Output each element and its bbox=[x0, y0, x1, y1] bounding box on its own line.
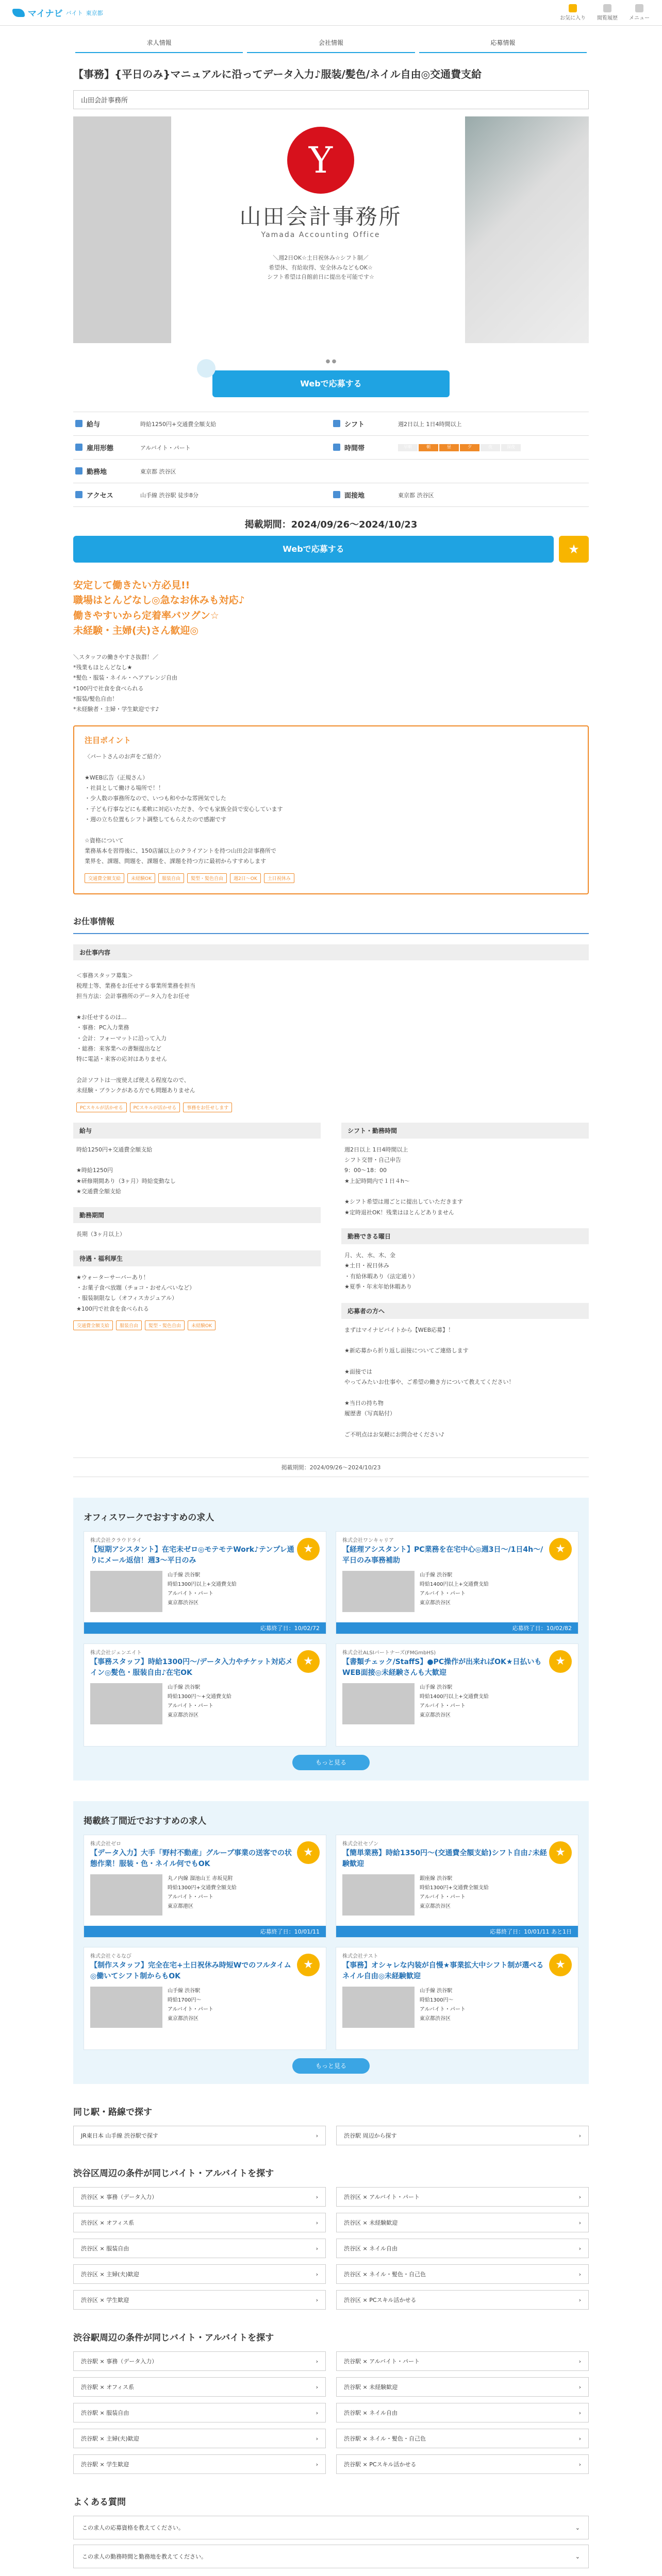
search-link[interactable]: 渋谷区 × オフィス系 › bbox=[73, 2213, 326, 2232]
job-card[interactable]: 株式会社ALSIパートナーズ(FMGmbHS) 【書類チェック/StaffS】●PC操作が出来ればOK★日払いもWEB面接◎未経験さんも大歓迎 ★ 山手線 渋谷駅 時給1400円以上+交通費支給 アルバイト・パート 東京都渋谷区 bbox=[336, 1643, 578, 1747]
applicant-text: まずはマイナビバイトから【WEB応募】！ ★新応募から折り返し面接についてご連絡します ★面接では やってみたいお仕事や、ご希望の働き方について教えてください！ ★当日の持ち物 履歴書（写真貼付） ご不明点はお気軽にお問合せください♪ bbox=[344, 1326, 515, 1438]
history-icon bbox=[603, 4, 611, 12]
feature-tag: 事務をお任せします bbox=[183, 1103, 232, 1112]
logo-mark bbox=[12, 9, 25, 17]
search-link[interactable]: 渋谷区 × ネイル・髪色・自己色 › bbox=[336, 2264, 589, 2284]
star-icon[interactable]: ★ bbox=[297, 1538, 320, 1561]
highlight-text: 〈パートさんのお声をご紹介〉 ★WEB広告（正規さん） ・社員として働ける場所で！！ ・少人数の事務所なので、いつも和やかな雰囲気でした ・子ども行事などにも柔軟に対応いただき、今でも家族全員で安心しています ・週の立ち位置もシフト調整してもらえたので感謝です ☆資格について 業務基本を習得後に、150店舗以上のクライアントを持つ山田会計事務所で 業界を、課題、問題を、課題を、課題を持つ方に最初からすすめします bbox=[85, 753, 283, 865]
job-content-tags bbox=[76, 1103, 586, 1112]
history-button[interactable]: 閲覧履歴 bbox=[597, 4, 618, 21]
recommend-ending-title: 掲載終了間近でおすすめの求人 bbox=[84, 1816, 207, 1827]
star-icon[interactable]: ★ bbox=[549, 1841, 572, 1864]
job-card[interactable]: 株式会社クラウドライ 【短期アシスタント】在宅未ゼロ◎モテモテWork♪テンプレ通りにメール返信！週3〜平日のみ ★ 山手線 渋谷駅 時給1300円以上+交通費支給 アルバイト・パート 東京都渋谷区 応募終了日：10/02/72 bbox=[84, 1531, 326, 1634]
search-link[interactable]: 渋谷駅 周辺から探す › bbox=[336, 2126, 589, 2145]
job-title: 【事務】{平日のみ}マニュアルに沿ってデータ入力♪服装/髪色/ネイル自由◎交通費支給 bbox=[73, 68, 482, 80]
job-card[interactable]: 株式会社ジェンエイト 【事務スタッフ】時給1300円〜/データ入力やチケット対応メイン◎髪色・服装自由♪在宅OK ★ 山手線 渋谷駅 時給1300円〜+交通費支給 アルバイト・パート 東京都渋谷区 bbox=[84, 1643, 326, 1747]
menu-icon bbox=[635, 4, 643, 12]
chevron-right-icon: › bbox=[578, 2219, 581, 2226]
image-carousel[interactable] bbox=[73, 116, 589, 353]
feature-tag: 髪型・髪色自由 bbox=[145, 1320, 185, 1330]
search-link[interactable]: 渋谷駅 × ネイル・髪色・自己色 › bbox=[336, 2429, 589, 2448]
area-search-section bbox=[73, 2166, 589, 2310]
feature-tag: 週2日〜OK bbox=[230, 873, 261, 883]
chevron-right-icon: › bbox=[316, 2409, 318, 2416]
tab-apply-info[interactable]: 応募情報 bbox=[419, 33, 587, 53]
summary-row: 面接地 東京都 渋谷区 bbox=[331, 483, 589, 507]
summary-row: 勤務地 東京都 渋谷区 bbox=[73, 460, 331, 483]
summary-row: 時間帯 早朝 朝 昼 夕 夜 深夜 bbox=[331, 436, 589, 460]
chevron-right-icon: › bbox=[316, 2435, 318, 2442]
chevron-right-icon: › bbox=[316, 2383, 318, 2391]
feature-tag: 未経験OK bbox=[127, 873, 155, 883]
feature-tag: 土日祝休み bbox=[264, 873, 294, 883]
station-search-title: 渋谷駅周辺の条件が同じバイト・アルバイトを探す bbox=[73, 2333, 274, 2344]
summary-row: アクセス 山手線 渋谷駅 徒歩8分 bbox=[73, 483, 331, 507]
search-link[interactable]: 渋谷駅 × 事務（データ入力） › bbox=[73, 2351, 326, 2371]
benefits-text: ★ウォーターサーバーあり！ ・お菓子食べ放題（チョコ・おせんべいなど） ・服装制限なし（オフィスカジュアル） ★100円で社食を食べられる bbox=[76, 1274, 195, 1312]
recommend-ending-section bbox=[73, 1801, 589, 2084]
job-card[interactable]: 株式会社ゼロ 【データ入力】大手「野村不動産」グループ事業の送客での状態作業！服装・色・ネイル何でもOK ★ 丸ノ内線 溜池山王 赤坂見附 時給1300円+交通費全額支給 アルバイト・パート 東京都港区 応募終了日：10/01/11 bbox=[84, 1835, 326, 1938]
search-link[interactable]: 渋谷駅 × アルバイト・パート › bbox=[336, 2351, 589, 2371]
carousel-dots[interactable]: ● ● bbox=[325, 359, 337, 364]
search-link[interactable]: 渋谷駅 × 主婦(夫)歓迎 › bbox=[73, 2429, 326, 2448]
feature-tag: 未経験OK bbox=[188, 1320, 216, 1330]
salary-heading: 給与 bbox=[73, 1123, 321, 1139]
carousel-slide-current bbox=[181, 116, 460, 343]
near-station-title: 同じ駅・路線で探す bbox=[73, 2107, 152, 2118]
chevron-right-icon: › bbox=[578, 2409, 581, 2416]
job-card[interactable]: 株式会社ワンキャリア 【経理アシスタント】PC業務を在宅中心◎週3日〜/1日4h〜/平日のみ事務補助 ★ 山手線 渋谷駅 時給1400円以上+交通費支給 アルバイト・パート 東京都渋谷区 応募終了日：10/02/82 bbox=[336, 1531, 578, 1634]
chevron-right-icon: › bbox=[316, 2219, 318, 2226]
job-card[interactable]: 株式会社ぐるなび 【制作スタッフ】完全在宅+土日祝休み時短Wでのフルタイム◎働いてシフト制からもOK ★ 山手線 渋谷駅 時給1700円〜 アルバイト・パート 東京都渋谷区 bbox=[84, 1947, 326, 2050]
job-detail-heading: お仕事情報 bbox=[73, 915, 589, 934]
recommend-office-section bbox=[73, 1498, 589, 1781]
search-link[interactable]: JR東日本 山手線 渋谷駅で探す › bbox=[73, 2126, 326, 2145]
company-logo-mark: Y bbox=[287, 127, 354, 194]
job-summary-table bbox=[73, 412, 589, 507]
star-icon[interactable]: ★ bbox=[549, 1538, 572, 1561]
station-search-section bbox=[73, 2330, 589, 2474]
more-button[interactable]: もっと見る bbox=[292, 2058, 370, 2074]
star-icon bbox=[569, 4, 577, 12]
posted-period: 掲載期間：2024/09/26〜2024/10/23 bbox=[73, 1458, 589, 1477]
feature-tag: 髪型・髪色自由 bbox=[187, 873, 227, 883]
company-logo-text-en: Yamada Accounting Office bbox=[261, 231, 380, 239]
faq-section bbox=[73, 2495, 589, 2568]
job-content-heading: お仕事内容 bbox=[73, 944, 589, 960]
search-link[interactable]: 渋谷駅 × 服装自由 › bbox=[73, 2403, 326, 2422]
summary-row: 雇用形態 アルバイト・パート bbox=[73, 436, 331, 460]
highlight-title: 注目ポイント bbox=[85, 735, 131, 745]
job-photo bbox=[342, 1987, 415, 2028]
search-link[interactable]: 渋谷区 × 服装自由 › bbox=[73, 2239, 326, 2258]
favorites-button[interactable]: お気に入り bbox=[560, 4, 586, 21]
faq-item[interactable]: この求人の応募資格を教えてください。 ⌄ bbox=[73, 2516, 589, 2539]
carousel-slide-prev bbox=[73, 116, 171, 343]
shift-heading: シフト・勤務時間 bbox=[341, 1123, 589, 1139]
listing-period: 掲載期間：2024/09/26〜2024/10/23 bbox=[244, 519, 418, 530]
mascot-icon bbox=[197, 359, 216, 378]
period-text: 長期（3ヶ月以上） bbox=[76, 1231, 125, 1238]
chevron-right-icon: › bbox=[316, 2358, 318, 2365]
job-photo bbox=[90, 1683, 162, 1724]
job-photo bbox=[90, 1987, 162, 2028]
chevron-right-icon: › bbox=[578, 2132, 581, 2139]
job-photo bbox=[342, 1571, 415, 1612]
faq-title: よくある質問 bbox=[73, 2497, 126, 2508]
time-slot-bar: 早朝 朝 昼 夕 夜 深夜 bbox=[398, 444, 521, 451]
feature-tag: 交通費全額支給 bbox=[85, 873, 124, 883]
feature-tag: 服装自由 bbox=[158, 873, 184, 883]
tab-company-info[interactable]: 会社情報 bbox=[247, 33, 415, 53]
search-link[interactable]: 渋谷駅 × ネイル自由 › bbox=[336, 2403, 589, 2422]
search-link[interactable]: 渋谷駅 × 学生歓迎 › bbox=[73, 2454, 326, 2474]
faq-item[interactable]: この求人の勤務時間と勤務地を教えてください。 ⌄ bbox=[73, 2545, 589, 2568]
chevron-down-icon: ⌄ bbox=[575, 2524, 580, 2531]
days-heading: 勤務できる曜日 bbox=[341, 1228, 589, 1244]
carousel-slide-next bbox=[465, 116, 589, 343]
search-link[interactable]: 渋谷駅 × オフィス系 › bbox=[73, 2377, 326, 2397]
chevron-right-icon: › bbox=[316, 2193, 318, 2200]
slide-caption: ＼週2日OK☆土日祝休み☆シフト制／ 希望休、有給取得、安全休みなどもOK☆ シフト希望は自館前日に提出を可能です☆ bbox=[267, 255, 374, 281]
chevron-right-icon: › bbox=[316, 2296, 318, 2303]
company-logo-text: 山田会計事務所 bbox=[239, 204, 402, 229]
period-heading: 勤務期間 bbox=[73, 1207, 321, 1223]
chevron-right-icon: › bbox=[578, 2383, 581, 2391]
search-link[interactable]: 渋谷区 × 未経験歓迎 › bbox=[336, 2213, 589, 2232]
search-link[interactable]: 渋谷駅 × 未経験歓迎 › bbox=[336, 2377, 589, 2397]
recommend-office-title: オフィスワークでおすすめの求人 bbox=[84, 1513, 214, 1523]
area-search-title: 渋谷区周辺の条件が同じバイト・アルバイトを探す bbox=[73, 2168, 274, 2179]
search-link[interactable]: 渋谷区 × PCスキル活かせる › bbox=[336, 2290, 589, 2310]
favorite-star-button[interactable]: ★ bbox=[559, 536, 589, 563]
highlight-box bbox=[73, 725, 589, 894]
company-name[interactable]: 山田会計事務所 bbox=[73, 90, 589, 109]
search-link[interactable]: 渋谷区 × 主婦(夫)歓迎 › bbox=[73, 2264, 326, 2284]
search-link[interactable]: 渋谷区 × アルバイト・パート › bbox=[336, 2187, 589, 2207]
shift-text: 週2日以上 1日4時間以上 シフト交替・自己申告 9：00〜18：00 ★上記時間内で１日４h〜 ★シフト希望は週ごとに提出していただきます ★定時退社OK！残業はほとんどありません bbox=[344, 1146, 463, 1216]
chevron-right-icon: › bbox=[578, 2435, 581, 2442]
tab-job-info[interactable]: 求人情報 bbox=[75, 33, 243, 53]
job-photo bbox=[90, 1874, 162, 1916]
feature-tag: 服装自由 bbox=[116, 1320, 142, 1330]
job-content-text: ＜事務スタッフ募集＞ 税理士等、業務をお任せする事業所業務を担当 担当方法：会計事務所のデータ入力をお任せ ★お任せするのは… ・事務：PC入力業務 ・会計：フォーマットに沿って入力 ・総務：来客業への書類提出など 特に電話・来客の応対はありません 会計ソフトは一度使えば使える程度なので、 未経験・ブランクがある方でも問題ありません bbox=[76, 972, 195, 1094]
star-icon[interactable]: ★ bbox=[297, 1841, 320, 1864]
chevron-right-icon: › bbox=[578, 2358, 581, 2365]
web-apply-button-2[interactable]: Webで応募する bbox=[73, 536, 554, 563]
applicant-heading: 応募者の方へ bbox=[341, 1303, 589, 1319]
intro-text: ＼スタッフの働きやすさ抜群！／ *残業もほとんどなし★ *髪色・服装・ネイル・ヘアアレンジ自由 *100円で社食を食べられる *服装/髪色自由！ *未経験者・主婦・学生歓迎です♪ bbox=[73, 653, 177, 713]
chevron-right-icon: › bbox=[578, 2461, 581, 2468]
chevron-right-icon: › bbox=[578, 2193, 581, 2200]
search-link[interactable]: 渋谷区 × 学生歓迎 › bbox=[73, 2290, 326, 2310]
chevron-right-icon: › bbox=[578, 2245, 581, 2252]
feature-tags bbox=[85, 873, 577, 883]
chevron-down-icon: ⌄ bbox=[575, 2553, 580, 2560]
summary-row: シフト 週2日以上 1日4時間以上 bbox=[331, 412, 589, 436]
search-link[interactable]: 渋谷区 × 事務（データ入力） › bbox=[73, 2187, 326, 2207]
chevron-right-icon: › bbox=[316, 2270, 318, 2278]
job-detail-columns bbox=[73, 1112, 589, 1440]
catch-copy: 安定して働きたい方必見!! 職場はとんどなし◎急なお休みも対応♪ 働きやすいから定着率バツグン☆ 未経験・主婦(夫)さん歓迎◎ bbox=[73, 580, 245, 637]
benefits-heading: 待遇・福利厚生 bbox=[73, 1250, 321, 1266]
summary-row-empty bbox=[331, 460, 589, 483]
star-icon[interactable]: ★ bbox=[549, 1954, 572, 1976]
tab-bar bbox=[73, 33, 589, 53]
chevron-right-icon: › bbox=[316, 2245, 318, 2252]
near-station-section bbox=[73, 2105, 589, 2145]
search-link[interactable]: 渋谷区 × ネイル自由 › bbox=[336, 2239, 589, 2258]
chevron-right-icon: › bbox=[578, 2270, 581, 2278]
job-photo bbox=[342, 1683, 415, 1724]
salary-text: 時給1250円+交通費全額支給 ★時給1250円 ★研修期間あり（3ヶ月）時給変動なし ★交通費全額支給 bbox=[76, 1146, 176, 1195]
more-button[interactable]: もっと見る bbox=[292, 1755, 370, 1770]
days-text: 月、火、水、木、金 ★土日・祝日休み ・有給休暇あり（法定通り） ★夏季・年末年始休暇あり bbox=[344, 1252, 418, 1291]
menu-button[interactable]: メニュー bbox=[629, 4, 650, 21]
feature-tag: 交通費全額支給 bbox=[73, 1320, 113, 1330]
star-icon[interactable]: ★ bbox=[297, 1650, 320, 1673]
feature-tag: PCスキルが活かせる bbox=[76, 1103, 127, 1112]
job-photo bbox=[90, 1571, 162, 1612]
job-card[interactable]: 株式会社セゾン 【簡単業務】時給1350円〜(交通費全額支給)シフト自由♪未経験歓迎 ★ 銀座線 渋谷駅 時給1300円+交通費全額支給 アルバイト・パート 東京都渋谷区 応募終了日：10/01/11 あと1日 bbox=[336, 1835, 578, 1938]
feature-tag: PCスキルが活かせる bbox=[130, 1103, 180, 1112]
site-logo[interactable]: マイナビ バイト 東京都 bbox=[12, 6, 103, 19]
chevron-right-icon: › bbox=[316, 2132, 318, 2139]
summary-row: 給与 時給1250円+交通費全額支給 bbox=[73, 412, 331, 436]
chevron-right-icon: › bbox=[316, 2461, 318, 2468]
chevron-right-icon: › bbox=[578, 2296, 581, 2303]
job-card[interactable]: 株式会社テスト 【事務】オシャレな内装が自慢★事業拡大中シフト制が選べるネイル自由◎未経験歓迎 ★ 山手線 渋谷駅 時給1300円〜 アルバイト・パート 東京都渋谷区 bbox=[336, 1947, 578, 2050]
star-icon[interactable]: ★ bbox=[549, 1650, 572, 1673]
benefit-tags bbox=[73, 1320, 321, 1330]
job-photo bbox=[342, 1874, 415, 1916]
search-link[interactable]: 渋谷駅 × PCスキル活かせる › bbox=[336, 2454, 589, 2474]
star-icon[interactable]: ★ bbox=[297, 1954, 320, 1976]
site-header bbox=[0, 0, 662, 26]
web-apply-button[interactable]: Webで応募する bbox=[212, 370, 450, 397]
